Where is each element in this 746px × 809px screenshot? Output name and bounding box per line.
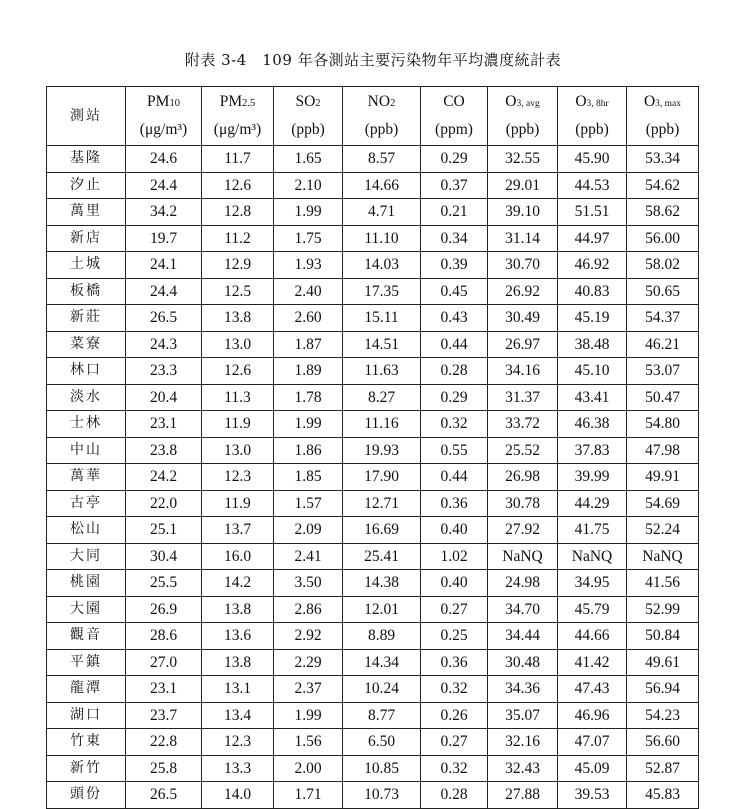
- value-cell: 23.8: [126, 437, 202, 464]
- value-cell: 1.99: [274, 411, 343, 438]
- column-header-unit: (ppb): [291, 121, 325, 138]
- station-name-cell: 汐止: [47, 172, 126, 199]
- station-name-cell: 湖口: [47, 702, 126, 729]
- value-cell: 0.26: [421, 702, 488, 729]
- value-cell: 49.91: [627, 464, 699, 491]
- value-cell: 39.53: [558, 782, 627, 809]
- value-cell: 8.77: [343, 702, 421, 729]
- value-cell: 34.44: [488, 623, 558, 650]
- station-name-cell: 林口: [47, 358, 126, 385]
- value-cell: 23.3: [126, 358, 202, 385]
- value-cell: 45.79: [558, 596, 627, 623]
- value-cell: 28.6: [126, 623, 202, 650]
- value-cell: NaNQ: [488, 543, 558, 570]
- value-cell: 44.66: [558, 623, 627, 650]
- table-row: [47, 676, 699, 703]
- value-cell: 13.0: [202, 331, 274, 358]
- value-cell: 24.98: [488, 570, 558, 597]
- value-cell: 50.84: [627, 623, 699, 650]
- value-cell: 32.43: [488, 755, 558, 782]
- value-cell: 29.01: [488, 172, 558, 199]
- value-cell: 0.29: [421, 384, 488, 411]
- value-cell: 1.65: [274, 146, 343, 173]
- value-cell: 54.69: [627, 490, 699, 517]
- value-cell: 41.75: [558, 517, 627, 544]
- value-cell: 52.87: [627, 755, 699, 782]
- value-cell: 51.51: [558, 199, 627, 226]
- value-cell: 30.4: [126, 543, 202, 570]
- station-name-cell: 頭份: [47, 782, 126, 809]
- table-row: [47, 384, 699, 411]
- value-cell: 41.56: [627, 570, 699, 597]
- column-header-pollutant: [421, 89, 487, 117]
- value-cell: 13.1: [202, 676, 274, 703]
- value-cell: 1.99: [274, 702, 343, 729]
- value-cell: 26.97: [488, 331, 558, 358]
- value-cell: 0.36: [421, 490, 488, 517]
- station-name-cell: 板橋: [47, 278, 126, 305]
- value-cell: 58.02: [627, 252, 699, 279]
- value-cell: 16.0: [202, 543, 274, 570]
- value-cell: 2.92: [274, 623, 343, 650]
- value-cell: 50.65: [627, 278, 699, 305]
- value-cell: 35.07: [488, 702, 558, 729]
- table-caption: 附表 3-4 109 年各測站主要污染物年平均濃度統計表: [184, 51, 562, 69]
- column-header-unit: (ppb): [575, 121, 609, 138]
- pollutant-symbol: O: [643, 93, 656, 110]
- value-cell: 50.47: [627, 384, 699, 411]
- value-cell: 27.92: [488, 517, 558, 544]
- table-row: [47, 199, 699, 226]
- value-cell: 11.2: [202, 225, 274, 252]
- value-cell: 52.99: [627, 596, 699, 623]
- pollutant-symbol: NO: [367, 93, 391, 110]
- value-cell: 0.34: [421, 225, 488, 252]
- value-cell: 0.29: [421, 146, 488, 173]
- value-cell: 0.36: [421, 649, 488, 676]
- value-cell: 49.61: [627, 649, 699, 676]
- table-body: [47, 146, 699, 809]
- value-cell: 6.50: [343, 729, 421, 756]
- station-name-cell: 士林: [47, 411, 126, 438]
- value-cell: 40.83: [558, 278, 627, 305]
- value-cell: 1.93: [274, 252, 343, 279]
- value-cell: 47.98: [627, 437, 699, 464]
- value-cell: 0.27: [421, 729, 488, 756]
- value-cell: 11.63: [343, 358, 421, 385]
- value-cell: 52.24: [627, 517, 699, 544]
- value-cell: 25.8: [126, 755, 202, 782]
- value-cell: 26.5: [126, 305, 202, 332]
- value-cell: 46.38: [558, 411, 627, 438]
- value-cell: 2.60: [274, 305, 343, 332]
- column-header-pollutant: [202, 89, 273, 117]
- pollutant-symbol: CO: [443, 93, 465, 110]
- value-cell: 34.36: [488, 676, 558, 703]
- value-cell: 46.21: [627, 331, 699, 358]
- value-cell: 34.2: [126, 199, 202, 226]
- value-cell: 45.09: [558, 755, 627, 782]
- column-header: [126, 87, 202, 146]
- value-cell: 45.90: [558, 146, 627, 173]
- value-cell: 19.93: [343, 437, 421, 464]
- table-row: [47, 570, 699, 597]
- table-row: [47, 331, 699, 358]
- value-cell: 27.0: [126, 649, 202, 676]
- value-cell: 0.32: [421, 411, 488, 438]
- value-cell: 0.27: [421, 596, 488, 623]
- value-cell: 34.95: [558, 570, 627, 597]
- value-cell: 54.62: [627, 172, 699, 199]
- station-name-cell: 大同: [47, 543, 126, 570]
- station-name-cell: 龍潭: [47, 676, 126, 703]
- pollutant-subscript: 3, max: [655, 99, 682, 109]
- value-cell: 22.8: [126, 729, 202, 756]
- value-cell: 0.32: [421, 676, 488, 703]
- value-cell: 1.87: [274, 331, 343, 358]
- value-cell: NaNQ: [627, 543, 699, 570]
- table-row: [47, 702, 699, 729]
- pollutant-symbol: PM: [147, 93, 170, 110]
- value-cell: 25.52: [488, 437, 558, 464]
- value-cell: 0.44: [421, 464, 488, 491]
- value-cell: 1.89: [274, 358, 343, 385]
- value-cell: 0.43: [421, 305, 488, 332]
- value-cell: 47.07: [558, 729, 627, 756]
- value-cell: 43.41: [558, 384, 627, 411]
- column-header-unit: (ppb): [505, 121, 540, 138]
- column-header-pollutant: [274, 89, 342, 117]
- value-cell: 2.00: [274, 755, 343, 782]
- table-row: [47, 252, 699, 279]
- value-cell: 0.55: [421, 437, 488, 464]
- column-header: [421, 87, 488, 146]
- table-row: [47, 543, 699, 570]
- value-cell: 0.28: [421, 782, 488, 809]
- pollutant-subscript: 2: [390, 98, 396, 109]
- value-cell: 8.27: [343, 384, 421, 411]
- value-cell: 10.73: [343, 782, 421, 809]
- value-cell: 23.1: [126, 676, 202, 703]
- value-cell: 1.57: [274, 490, 343, 517]
- value-cell: 3.50: [274, 570, 343, 597]
- station-name-cell: 松山: [47, 517, 126, 544]
- table-row: [47, 649, 699, 676]
- value-cell: 30.78: [488, 490, 558, 517]
- value-cell: 46.92: [558, 252, 627, 279]
- station-name-cell: 新竹: [47, 755, 126, 782]
- table-row: [47, 225, 699, 252]
- value-cell: 12.3: [202, 464, 274, 491]
- value-cell: 0.37: [421, 172, 488, 199]
- column-header-pollutant: [488, 89, 557, 117]
- station-name-cell: 大園: [47, 596, 126, 623]
- value-cell: 2.86: [274, 596, 343, 623]
- table-row: [47, 358, 699, 385]
- value-cell: 54.37: [627, 305, 699, 332]
- value-cell: 26.98: [488, 464, 558, 491]
- value-cell: 26.92: [488, 278, 558, 305]
- value-cell: 13.6: [202, 623, 274, 650]
- value-cell: 15.11: [343, 305, 421, 332]
- table-row: [47, 172, 699, 199]
- value-cell: 13.8: [202, 305, 274, 332]
- value-cell: 39.99: [558, 464, 627, 491]
- value-cell: 11.10: [343, 225, 421, 252]
- table-row: [47, 278, 699, 305]
- station-name-cell: 中山: [47, 437, 126, 464]
- value-cell: 2.40: [274, 278, 343, 305]
- table-row: [47, 437, 699, 464]
- value-cell: 34.70: [488, 596, 558, 623]
- pollutant-statistics-table: [46, 86, 699, 809]
- value-cell: 0.32: [421, 755, 488, 782]
- column-header-unit: (μg/m³): [213, 121, 262, 138]
- value-cell: 0.40: [421, 570, 488, 597]
- pollutant-subscript: 3, avg: [516, 99, 540, 109]
- value-cell: 1.75: [274, 225, 343, 252]
- pollutant-subscript: 2.5: [242, 98, 256, 109]
- value-cell: 1.78: [274, 384, 343, 411]
- column-header-pollutant: [558, 89, 626, 117]
- table-row: [47, 782, 699, 809]
- table-row: [47, 146, 699, 173]
- value-cell: 13.0: [202, 437, 274, 464]
- column-header: [627, 87, 699, 146]
- value-cell: 25.1: [126, 517, 202, 544]
- value-cell: 1.71: [274, 782, 343, 809]
- value-cell: 1.85: [274, 464, 343, 491]
- value-cell: 1.86: [274, 437, 343, 464]
- value-cell: 30.49: [488, 305, 558, 332]
- value-cell: 12.8: [202, 199, 274, 226]
- value-cell: 39.10: [488, 199, 558, 226]
- value-cell: 12.6: [202, 172, 274, 199]
- column-header-unit: (ppb): [645, 121, 680, 138]
- value-cell: 1.56: [274, 729, 343, 756]
- value-cell: 54.23: [627, 702, 699, 729]
- value-cell: 56.00: [627, 225, 699, 252]
- value-cell: 12.71: [343, 490, 421, 517]
- value-cell: 24.1: [126, 252, 202, 279]
- value-cell: 12.9: [202, 252, 274, 279]
- value-cell: 11.7: [202, 146, 274, 173]
- column-header-unit: (ppm): [435, 121, 473, 138]
- value-cell: 0.21: [421, 199, 488, 226]
- value-cell: 56.60: [627, 729, 699, 756]
- pollutant-symbol: O: [505, 93, 517, 110]
- value-cell: 27.88: [488, 782, 558, 809]
- column-header-unit: (ppb): [364, 121, 399, 138]
- station-name-cell: 古亭: [47, 490, 126, 517]
- station-name-cell: 萬里: [47, 199, 126, 226]
- value-cell: 24.4: [126, 278, 202, 305]
- table-row: [47, 305, 699, 332]
- value-cell: 1.99: [274, 199, 343, 226]
- value-cell: 13.3: [202, 755, 274, 782]
- column-header: [343, 87, 421, 146]
- value-cell: 2.09: [274, 517, 343, 544]
- value-cell: 14.34: [343, 649, 421, 676]
- value-cell: 44.29: [558, 490, 627, 517]
- value-cell: 45.19: [558, 305, 627, 332]
- column-header-unit: (μg/m³): [139, 121, 188, 138]
- value-cell: 46.96: [558, 702, 627, 729]
- column-header: [202, 87, 274, 146]
- station-name-cell: 土城: [47, 252, 126, 279]
- pollutant-symbol: PM: [219, 93, 243, 110]
- value-cell: 37.83: [558, 437, 627, 464]
- value-cell: 0.39: [421, 252, 488, 279]
- column-header-pollutant: [126, 89, 201, 117]
- value-cell: 26.9: [126, 596, 202, 623]
- table-row: [47, 490, 699, 517]
- value-cell: NaNQ: [558, 543, 627, 570]
- value-cell: 2.37: [274, 676, 343, 703]
- value-cell: 44.53: [558, 172, 627, 199]
- value-cell: 0.25: [421, 623, 488, 650]
- value-cell: 20.4: [126, 384, 202, 411]
- value-cell: 41.42: [558, 649, 627, 676]
- station-column-header: 測站: [47, 87, 126, 146]
- value-cell: 2.29: [274, 649, 343, 676]
- station-name-cell: 平鎮: [47, 649, 126, 676]
- value-cell: 2.10: [274, 172, 343, 199]
- value-cell: 4.71: [343, 199, 421, 226]
- value-cell: 24.3: [126, 331, 202, 358]
- value-cell: 10.85: [343, 755, 421, 782]
- value-cell: 54.80: [627, 411, 699, 438]
- pollutant-symbol: SO: [295, 93, 316, 110]
- value-cell: 34.16: [488, 358, 558, 385]
- value-cell: 16.69: [343, 517, 421, 544]
- value-cell: 30.48: [488, 649, 558, 676]
- value-cell: 12.3: [202, 729, 274, 756]
- value-cell: 53.07: [627, 358, 699, 385]
- value-cell: 45.83: [627, 782, 699, 809]
- value-cell: 12.6: [202, 358, 274, 385]
- value-cell: 8.89: [343, 623, 421, 650]
- value-cell: 30.70: [488, 252, 558, 279]
- value-cell: 47.43: [558, 676, 627, 703]
- value-cell: 14.51: [343, 331, 421, 358]
- value-cell: 24.2: [126, 464, 202, 491]
- value-cell: 58.62: [627, 199, 699, 226]
- value-cell: 13.8: [202, 596, 274, 623]
- column-header: [558, 87, 627, 146]
- value-cell: 12.5: [202, 278, 274, 305]
- table-row: [47, 729, 699, 756]
- pollutant-symbol: O: [575, 93, 587, 110]
- value-cell: 31.37: [488, 384, 558, 411]
- value-cell: 24.4: [126, 172, 202, 199]
- value-cell: 14.2: [202, 570, 274, 597]
- value-cell: 17.90: [343, 464, 421, 491]
- value-cell: 14.38: [343, 570, 421, 597]
- column-header-pollutant: [627, 89, 698, 117]
- table-row: [47, 596, 699, 623]
- value-cell: 11.9: [202, 490, 274, 517]
- value-cell: 0.40: [421, 517, 488, 544]
- value-cell: 45.10: [558, 358, 627, 385]
- value-cell: 2.41: [274, 543, 343, 570]
- value-cell: 32.55: [488, 146, 558, 173]
- pollutant-subscript: 2: [315, 98, 321, 109]
- value-cell: 25.5: [126, 570, 202, 597]
- value-cell: 38.48: [558, 331, 627, 358]
- table-row: [47, 411, 699, 438]
- value-cell: 14.03: [343, 252, 421, 279]
- station-name-cell: 竹東: [47, 729, 126, 756]
- value-cell: 10.24: [343, 676, 421, 703]
- value-cell: 56.94: [627, 676, 699, 703]
- value-cell: 11.3: [202, 384, 274, 411]
- value-cell: 12.01: [343, 596, 421, 623]
- value-cell: 23.1: [126, 411, 202, 438]
- column-header: [274, 87, 343, 146]
- value-cell: 13.8: [202, 649, 274, 676]
- table-row: [47, 464, 699, 491]
- pollutant-subscript: 3, 8hr: [586, 99, 609, 109]
- value-cell: 13.7: [202, 517, 274, 544]
- table-row: [47, 517, 699, 544]
- value-cell: 24.6: [126, 146, 202, 173]
- station-name-cell: 淡水: [47, 384, 126, 411]
- table-row: [47, 623, 699, 650]
- value-cell: 19.7: [126, 225, 202, 252]
- value-cell: 8.57: [343, 146, 421, 173]
- station-name-cell: 觀音: [47, 623, 126, 650]
- station-name-cell: 新莊: [47, 305, 126, 332]
- station-name-cell: 桃園: [47, 570, 126, 597]
- value-cell: 0.44: [421, 331, 488, 358]
- value-cell: 33.72: [488, 411, 558, 438]
- value-cell: 14.66: [343, 172, 421, 199]
- value-cell: 31.14: [488, 225, 558, 252]
- value-cell: 0.28: [421, 358, 488, 385]
- value-cell: 32.16: [488, 729, 558, 756]
- value-cell: 14.0: [202, 782, 274, 809]
- value-cell: 44.97: [558, 225, 627, 252]
- table-row: [47, 755, 699, 782]
- value-cell: 53.34: [627, 146, 699, 173]
- station-name-cell: 基隆: [47, 146, 126, 173]
- value-cell: 1.02: [421, 543, 488, 570]
- value-cell: 22.0: [126, 490, 202, 517]
- value-cell: 0.45: [421, 278, 488, 305]
- station-name-cell: 萬華: [47, 464, 126, 491]
- value-cell: 23.7: [126, 702, 202, 729]
- value-cell: 11.16: [343, 411, 421, 438]
- station-name-cell: 菜寮: [47, 331, 126, 358]
- table-header-row: [47, 87, 699, 146]
- value-cell: 11.9: [202, 411, 274, 438]
- value-cell: 25.41: [343, 543, 421, 570]
- station-name-cell: 新店: [47, 225, 126, 252]
- value-cell: 17.35: [343, 278, 421, 305]
- value-cell: 26.5: [126, 782, 202, 809]
- pollutant-subscript: 10: [169, 98, 180, 109]
- column-header-pollutant: [343, 89, 420, 117]
- column-header: [488, 87, 558, 146]
- value-cell: 13.4: [202, 702, 274, 729]
